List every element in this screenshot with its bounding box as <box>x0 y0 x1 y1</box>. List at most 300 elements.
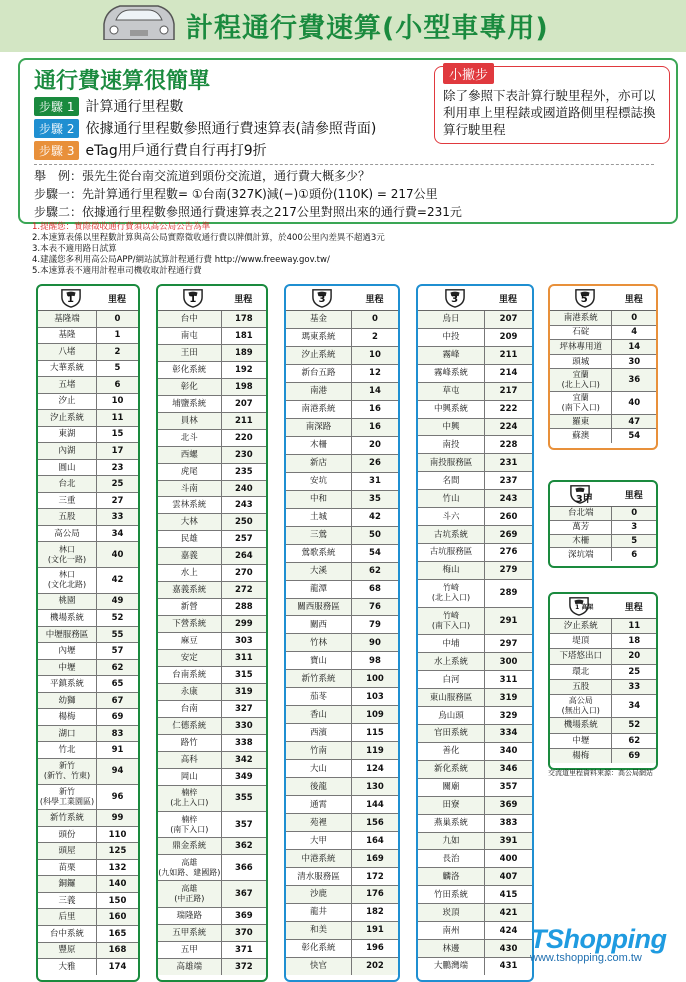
watermark-brand: TShopping <box>530 924 667 954</box>
interchange-name: 土城 <box>286 509 352 526</box>
howto-panel <box>18 58 678 224</box>
table-row <box>418 508 532 526</box>
route-shield-icon <box>158 288 221 308</box>
mileage-value: 30 <box>628 356 641 367</box>
table-row <box>158 447 266 464</box>
interchange-name: 霧峰 <box>418 347 485 364</box>
interchange-name: 五堵 <box>38 377 97 393</box>
table-row <box>418 958 532 975</box>
route-shield-icon <box>286 288 351 308</box>
mileage-value: 334 <box>499 728 518 739</box>
mileage-value: 400 <box>499 853 518 864</box>
table-row <box>158 430 266 447</box>
interchange-name: 銅鑼 <box>38 876 97 892</box>
mileage-value: 69 <box>628 750 641 761</box>
table-row <box>418 608 532 636</box>
interchange-name: 圓山 <box>38 460 97 476</box>
table-row <box>38 394 138 411</box>
mileage-value: 276 <box>499 547 518 558</box>
table-row <box>286 383 398 401</box>
mileage-value: 209 <box>499 332 518 343</box>
mileage-value: 54 <box>628 431 641 442</box>
mileage-value: 168 <box>108 945 127 956</box>
table-row <box>286 778 398 796</box>
interchange-name: 台中系統 <box>38 926 97 942</box>
table-row <box>418 653 532 671</box>
interchange-name: 關廟 <box>418 779 485 796</box>
step-3-badge: 步驟 3 <box>34 141 79 160</box>
mileage-value: 329 <box>499 710 518 721</box>
interchange-name: 竹林 <box>286 634 352 651</box>
table-row <box>418 526 532 544</box>
table-row <box>286 814 398 832</box>
mileage-value: 355 <box>234 793 253 804</box>
mileage-value: 34 <box>111 528 124 539</box>
mileage-value: 144 <box>366 799 384 810</box>
table-row <box>550 369 656 392</box>
interchange-name: 中港系統 <box>286 850 352 867</box>
mileage-value: 196 <box>366 943 384 954</box>
table-row <box>158 379 266 396</box>
interchange-name: 新店 <box>286 455 352 472</box>
mileage-value: 349 <box>234 771 253 782</box>
table-row <box>158 684 266 701</box>
mileage-value: 62 <box>628 735 641 746</box>
interchange-name: 中壢 <box>38 660 97 676</box>
mileage-value: 407 <box>499 871 518 882</box>
mileage-header: 里程 <box>365 294 384 305</box>
mileage-value: 33 <box>111 512 124 523</box>
interchange-name: 三義 <box>38 893 97 909</box>
interchange-name: 機場系統 <box>550 718 612 732</box>
mileage-value: 369 <box>499 800 518 811</box>
mileage-value: 357 <box>234 819 253 830</box>
interchange-name: 岡山 <box>158 769 222 785</box>
mileage-value: 0 <box>631 508 638 519</box>
interchange-name: 南港 <box>286 383 352 400</box>
interchange-name: 環北 <box>550 665 612 679</box>
mileage-value: 110 <box>108 829 127 840</box>
table-row <box>286 832 398 850</box>
interchange-name: 龍潭 <box>286 581 352 598</box>
interchange-name: 內壢 <box>38 643 97 659</box>
interchange-name: 林邊 <box>418 940 485 957</box>
mileage-value: 220 <box>234 432 253 443</box>
interchange-name: 大甲 <box>286 832 352 849</box>
mileage-value: 47 <box>628 416 641 427</box>
interchange-name: 林口 (文化一路) <box>38 542 97 567</box>
interchange-name: 中興 <box>418 419 485 436</box>
mileage-value: 300 <box>499 656 518 667</box>
mileage-value: 237 <box>499 475 518 486</box>
table-row <box>38 726 138 743</box>
table-row <box>418 761 532 779</box>
interchange-name: 竹田系統 <box>418 886 485 903</box>
table-row <box>550 311 656 326</box>
interchange-name: 深坑端 <box>550 548 612 561</box>
table-row <box>158 718 266 735</box>
mileage-header: 里程 <box>234 294 253 305</box>
interchange-name: 虎尾 <box>158 464 222 480</box>
mileage-value: 391 <box>499 835 518 846</box>
mileage-value: 182 <box>366 907 384 918</box>
table-row <box>418 472 532 490</box>
table-row <box>38 627 138 644</box>
mileage-value: 40 <box>628 397 641 408</box>
header-band <box>0 0 686 52</box>
table-row <box>418 401 532 419</box>
mileage-value: 49 <box>111 596 124 607</box>
table-row <box>38 860 138 877</box>
table-row <box>286 365 398 383</box>
interchange-name: 九如 <box>418 833 485 850</box>
example-step-2: 步驟二：依據通行里程數參照通行費速算表之217公里對照出來的通行費=231元 <box>34 205 462 219</box>
interchange-name: 官田系統 <box>418 725 485 742</box>
mileage-value: 291 <box>499 616 518 626</box>
mileage-value: 5 <box>114 363 121 374</box>
table-row <box>158 464 266 481</box>
table-row <box>418 815 532 833</box>
route-number: 3甲 <box>575 493 593 505</box>
table-row <box>158 311 266 328</box>
mileage-value: 11 <box>111 412 124 423</box>
interchange-name: 白河 <box>418 671 485 688</box>
mileage-value: 2 <box>114 346 121 357</box>
table-row <box>38 959 138 975</box>
table-row <box>286 760 398 778</box>
interchange-name: 彰化系統 <box>158 362 222 378</box>
mileage-value: 243 <box>234 500 253 511</box>
table-row <box>418 850 532 868</box>
interchange-name: 東湖 <box>38 427 97 443</box>
table-row <box>418 707 532 725</box>
interchange-name: 大雅 <box>38 959 97 975</box>
route-shield-icon <box>418 288 484 308</box>
table-row <box>286 706 398 724</box>
route-shield-icon <box>550 596 611 616</box>
table-row <box>286 724 398 742</box>
mileage-value: 228 <box>499 439 518 450</box>
table-row <box>38 542 138 568</box>
mileage-header: 里程 <box>624 602 643 613</box>
mileage-value: 371 <box>234 944 253 955</box>
mileage-value: 272 <box>234 585 253 596</box>
mileage-value: 40 <box>111 549 124 560</box>
interchange-name: 瑪東系統 <box>286 329 352 346</box>
table-row <box>550 680 656 695</box>
interchange-name: 五甲 <box>158 942 222 958</box>
interchange-name: 麻豆 <box>158 633 222 649</box>
mileage-value: 270 <box>234 568 253 579</box>
interchange-name: 新化系統 <box>418 761 485 778</box>
step-2 <box>34 118 376 138</box>
table-header <box>158 286 266 311</box>
note-2: 2.本速算表係以里程數計算與高公局實際徵收通行費以牌價計算，於400公里內差異不超過3元 <box>32 233 385 243</box>
table-row <box>158 599 266 616</box>
table-row <box>550 429 656 443</box>
interchange-name: 茄苳 <box>286 688 352 705</box>
interchange-name: 石碇 <box>550 326 612 340</box>
interchange-name: 香山 <box>286 706 352 723</box>
table-row <box>158 413 266 430</box>
interchange-name: 豐原 <box>38 943 97 959</box>
interchange-name: 五股 <box>550 680 612 694</box>
mileage-value: 211 <box>499 350 518 361</box>
table-row <box>418 454 532 472</box>
mileage-value: 14 <box>628 342 641 353</box>
table-row <box>418 419 532 437</box>
mileage-value: 130 <box>366 781 384 792</box>
table-row <box>158 735 266 752</box>
mileage-value: 178 <box>234 313 253 324</box>
table-row <box>550 415 656 430</box>
interchange-name: 新竹系統 <box>286 670 352 687</box>
table-row <box>286 616 398 634</box>
table-row <box>418 347 532 365</box>
table-row <box>550 734 656 749</box>
table-row <box>38 876 138 893</box>
interchange-name: 幼獅 <box>38 693 97 709</box>
table-row <box>550 634 656 649</box>
mileage-value: 319 <box>234 686 253 697</box>
mileage-value: 421 <box>499 907 518 918</box>
mileage-value: 192 <box>234 364 253 375</box>
table-row <box>158 362 266 379</box>
interchange-name: 快官 <box>286 958 352 975</box>
table-row <box>286 581 398 599</box>
interchange-name: 大華系統 <box>38 361 97 377</box>
table-row <box>418 365 532 383</box>
table-row <box>418 580 532 608</box>
interchange-name: 高雄端 <box>158 959 222 975</box>
interchange-name: 清水服務區 <box>286 868 352 885</box>
table-row <box>158 925 266 942</box>
interchange-name: 苑裡 <box>286 814 352 831</box>
mileage-value: 240 <box>234 483 253 494</box>
table-row <box>158 786 266 812</box>
mileage-value: 11 <box>628 621 641 632</box>
table-row <box>286 922 398 940</box>
mileage-value: 430 <box>499 943 518 954</box>
example-step-1: 步驟一：先計算通行里程數= ①台南(327K)減(−)①頭份(110K) = 217公里 <box>34 187 438 201</box>
interchange-name: 坪林專用道 <box>550 340 612 354</box>
mileage-value: 132 <box>108 862 127 873</box>
mileage-value: 0 <box>372 314 378 325</box>
table-row <box>286 868 398 886</box>
step-1-badge: 步驟 1 <box>34 97 79 116</box>
mileage-value: 342 <box>234 754 253 765</box>
tip-body: 除了參照下表計算行駛里程外，亦可以利用車上里程錶或國道路側里程標誌換算行駛里程 <box>443 88 656 137</box>
interchange-name: 員林 <box>158 413 222 429</box>
table-row <box>38 328 138 345</box>
interchange-name: 木柵 <box>286 437 352 454</box>
note-4: 4.建議您多利用高公局APP/網站試算計程通行費 http://www.freeway.gov.tw/ <box>32 255 330 265</box>
table-row <box>286 688 398 706</box>
table-row <box>418 868 532 886</box>
mileage-value: 18 <box>628 636 641 647</box>
mileage-value: 100 <box>366 673 384 684</box>
interchange-name: 下塔悠出口 <box>550 649 612 663</box>
interchange-name: 蘇澳 <box>550 429 612 443</box>
mileage-value: 243 <box>499 493 518 504</box>
interchange-name: 頭城 <box>550 355 612 369</box>
interchange-name: 瑞隆路 <box>158 908 222 924</box>
interchange-name: 烏山頭 <box>418 707 485 724</box>
interchange-name: 大鵬灣端 <box>418 958 485 975</box>
interchange-name: 南屯 <box>158 328 222 344</box>
mileage-value: 65 <box>111 679 124 690</box>
table-row <box>286 347 398 365</box>
mileage-value: 96 <box>111 791 124 802</box>
mileage-value: 98 <box>369 655 381 666</box>
interchange-name: 台南系統 <box>158 667 222 683</box>
interchange-name: 水上系統 <box>418 653 485 670</box>
table-row <box>38 909 138 926</box>
table-row <box>286 958 398 975</box>
note-5: 5.本速算表不適用計程車司機收取計程通行費 <box>32 266 202 276</box>
mileage-value: 431 <box>499 961 518 972</box>
tip-title: 小撇步 <box>443 63 494 84</box>
interchange-name: 麟洛 <box>418 868 485 885</box>
table-row <box>418 562 532 580</box>
mileage-value: 76 <box>369 601 381 612</box>
interchange-name: 南深路 <box>286 419 352 436</box>
mileage-value: 198 <box>234 381 253 392</box>
table-row <box>550 548 656 561</box>
route-shield-icon <box>550 288 611 308</box>
table-row <box>418 779 532 797</box>
mileage-value: 169 <box>366 853 384 864</box>
mileage-value: 57 <box>111 646 124 657</box>
interchange-name: 羅東 <box>550 415 612 429</box>
interchange-name: 埔鹽系統 <box>158 396 222 412</box>
table-row <box>418 436 532 454</box>
interchange-name: 木柵 <box>550 535 612 548</box>
interchange-name: 南投服務區 <box>418 454 485 471</box>
interchange-name: 寶山 <box>286 652 352 669</box>
table-row <box>286 491 398 509</box>
table-row <box>38 377 138 394</box>
mileage-value: 6 <box>631 549 638 560</box>
table-row <box>38 742 138 759</box>
table-row <box>158 345 266 362</box>
mileage-value: 289 <box>499 588 518 599</box>
table-row <box>286 796 398 814</box>
step-2-badge: 步驟 2 <box>34 119 79 138</box>
mileage-value: 94 <box>111 766 124 777</box>
table-row <box>38 427 138 444</box>
toll-table-2 <box>156 284 268 982</box>
interchange-name: 東山服務區 <box>418 689 485 706</box>
mileage-value: 260 <box>499 511 518 522</box>
interchange-name: 善化 <box>418 743 485 760</box>
mileage-value: 0 <box>114 313 121 324</box>
interchange-name: 後龍 <box>286 778 352 795</box>
interchange-name: 安坑 <box>286 473 352 490</box>
mileage-value: 140 <box>108 879 127 890</box>
table-row <box>158 752 266 769</box>
mileage-value: 17 <box>111 446 124 457</box>
mileage-value: 222 <box>499 404 518 415</box>
interchange-name: 桃園 <box>38 594 97 610</box>
mileage-value: 230 <box>234 449 253 460</box>
table-row <box>38 493 138 510</box>
table-row <box>286 886 398 904</box>
interchange-name: 三鶯 <box>286 527 352 544</box>
note-1: 1.提醒您：實際徵收通行費須以高公局公告為準 <box>32 222 211 232</box>
route-number: 1 <box>67 294 74 305</box>
mileage-header: 里程 <box>499 294 518 305</box>
interchange-name: 平鎮系統 <box>38 676 97 692</box>
watermark-logo <box>530 924 666 964</box>
table-row <box>38 893 138 910</box>
interchange-name: 大山 <box>286 760 352 777</box>
notes <box>32 222 385 277</box>
mileage-value: 52 <box>111 612 124 623</box>
interchange-name: 新竹 (科學工業園區) <box>38 785 97 810</box>
table-row <box>418 311 532 329</box>
interchange-name: 台中 <box>158 311 222 327</box>
table-row <box>158 497 266 514</box>
interchange-name: 斗南 <box>158 481 222 497</box>
interchange-name: 汐止 <box>38 394 97 410</box>
mileage-value: 330 <box>234 720 253 731</box>
mileage-value: 2 <box>372 332 378 343</box>
mileage-value: 15 <box>111 429 124 440</box>
mileage-value: 164 <box>366 835 384 846</box>
route-number: 3 <box>318 294 326 305</box>
table-header <box>38 286 138 311</box>
table-row <box>286 437 398 455</box>
interchange-name: 苗栗 <box>38 860 97 876</box>
table-row <box>38 594 138 611</box>
mileage-value: 269 <box>499 529 518 540</box>
mileage-header: 里程 <box>624 490 643 501</box>
table-row <box>286 311 398 329</box>
mileage-value: 91 <box>111 745 124 756</box>
table-row <box>286 419 398 437</box>
interchange-name: 中投 <box>418 329 485 346</box>
interchange-name: 仁德系統 <box>158 718 222 734</box>
table-row <box>418 725 532 743</box>
table-row <box>38 759 138 785</box>
interchange-name: 西螺 <box>158 447 222 463</box>
interchange-name: 梅山 <box>418 562 485 579</box>
interchange-name: 大溪 <box>286 563 352 580</box>
mileage-value: 90 <box>369 637 381 648</box>
table-row <box>550 535 656 549</box>
interchange-name: 堤頂 <box>550 634 612 648</box>
table-row <box>286 652 398 670</box>
table-row <box>38 843 138 860</box>
interchange-name: 安定 <box>158 650 222 666</box>
mileage-value: 299 <box>234 619 253 630</box>
page-title: 計程通行費速算(小型車專用) <box>186 13 549 44</box>
mileage-value: 415 <box>499 889 518 900</box>
interchange-name: 南州 <box>418 922 485 939</box>
table-row <box>550 521 656 535</box>
table-row <box>158 328 266 345</box>
mileage-value: 55 <box>111 629 124 640</box>
mileage-value: 103 <box>366 691 384 702</box>
interchange-name: 楠梓 (南下入口) <box>158 812 222 837</box>
toll-table-3 <box>284 284 400 982</box>
table-row <box>38 509 138 526</box>
table-row <box>38 311 138 328</box>
interchange-name: 通霄 <box>286 796 352 813</box>
table-header <box>550 286 656 311</box>
table-row <box>418 833 532 851</box>
